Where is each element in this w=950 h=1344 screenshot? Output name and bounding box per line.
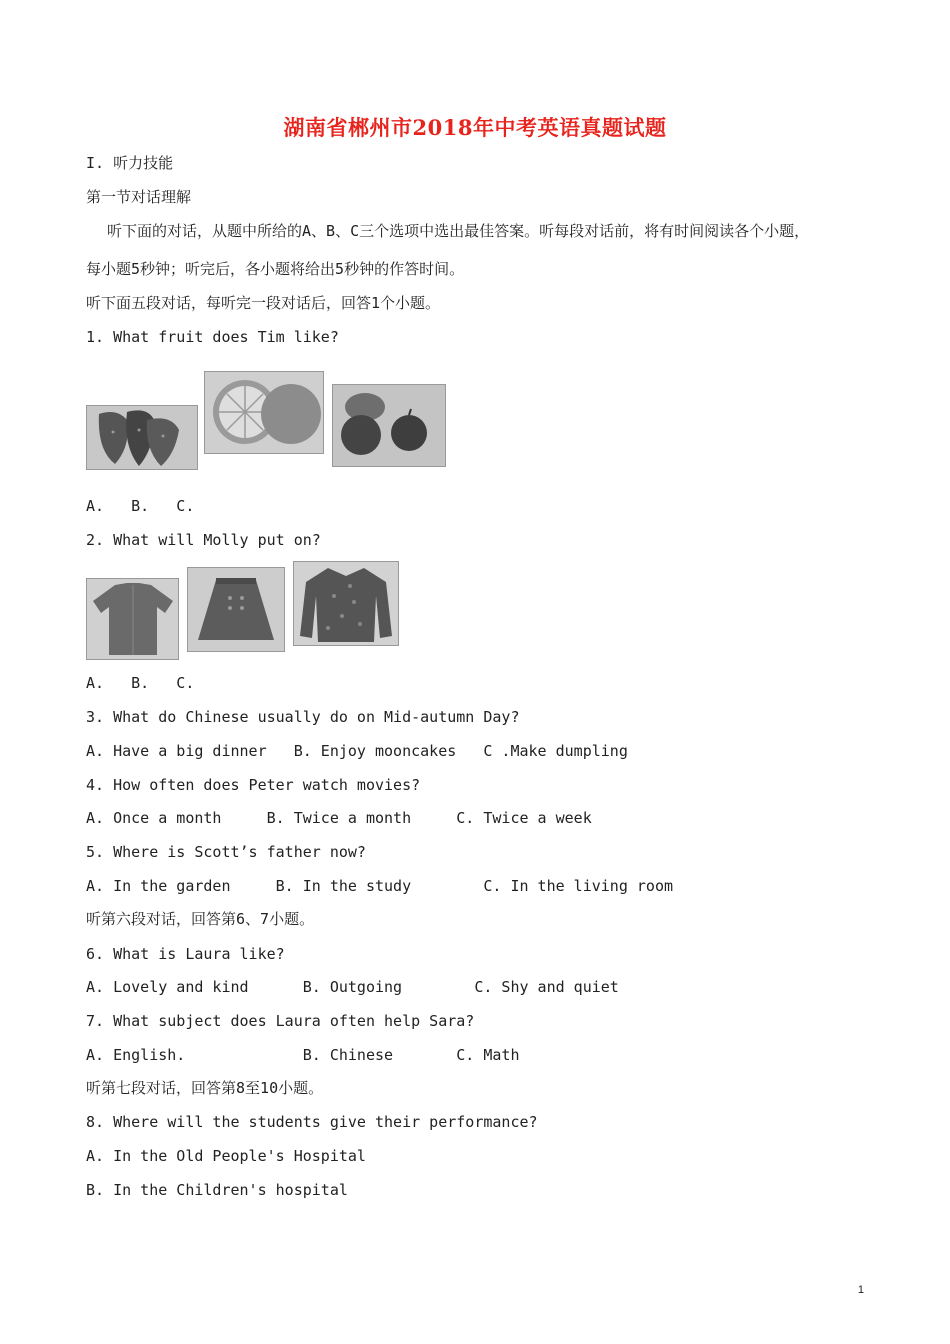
question-2: 2. What will Molly put on? [86, 531, 321, 549]
apples-picture [332, 384, 446, 467]
part-heading: 第一节对话理解 [86, 188, 192, 206]
question-5-options: A. In the garden B. In the study C. In the living room [86, 877, 673, 895]
question-3: 3. What do Chinese usually do on Mid-autumn Day? [86, 708, 520, 726]
strawberries-picture [86, 405, 198, 470]
page-number: 1 [857, 1284, 864, 1296]
question-3-options: A. Have a big dinner B. Enjoy mooncakes C .Make dumpling [86, 742, 628, 760]
question-6: 6. What is Laura like? [86, 945, 285, 963]
question-8-option-a: A. In the Old People's Hospital [86, 1147, 366, 1165]
question-8-option-b: B. In the Children's hospital [86, 1181, 348, 1199]
page-title: 湖南省郴州市2018年中考英语真题试题 [283, 115, 667, 140]
instruction-line-1: 听下面的对话，从题中所给的A、B、C三个选项中选出最佳答案。听每段对话前，将有时间阅读各个小题， [107, 222, 810, 240]
question-4: 4. How often does Peter watch movies? [86, 776, 421, 794]
group-2-instruction: 听第六段对话，回答第6、7小题。 [86, 910, 315, 928]
skirt-picture [187, 567, 285, 652]
group-1-instruction: 听下面五段对话，每听完一段对话后，回答1个小题。 [86, 294, 441, 312]
question-6-options: A. Lovely and kind B. Outgoing C. Shy and quiet [86, 978, 619, 996]
question-7-options: A. English. B. Chinese C. Math [86, 1046, 520, 1064]
question-4-options: A. Once a month B. Twice a month C. Twice a week [86, 809, 592, 827]
group-3-instruction: 听第七段对话，回答第8至10小题。 [86, 1079, 324, 1097]
question-8: 8. Where will the students give their performance? [86, 1113, 538, 1131]
section-heading: I. 听力技能 [86, 154, 174, 172]
question-2-options: A. B. C. [86, 674, 195, 692]
sweater-picture [293, 561, 399, 646]
question-7: 7. What subject does Laura often help Sara? [86, 1012, 475, 1030]
instruction-line-2: 每小题5秒钟；听完后，各小题将给出5秒钟的作答时间。 [86, 260, 465, 278]
orange-picture [204, 371, 324, 454]
question-1: 1. What fruit does Tim like? [86, 328, 339, 346]
question-5: 5. Where is Scott’s father now? [86, 843, 366, 861]
question-1-options: A. B. C. [86, 497, 195, 515]
shirt-picture [86, 578, 179, 660]
